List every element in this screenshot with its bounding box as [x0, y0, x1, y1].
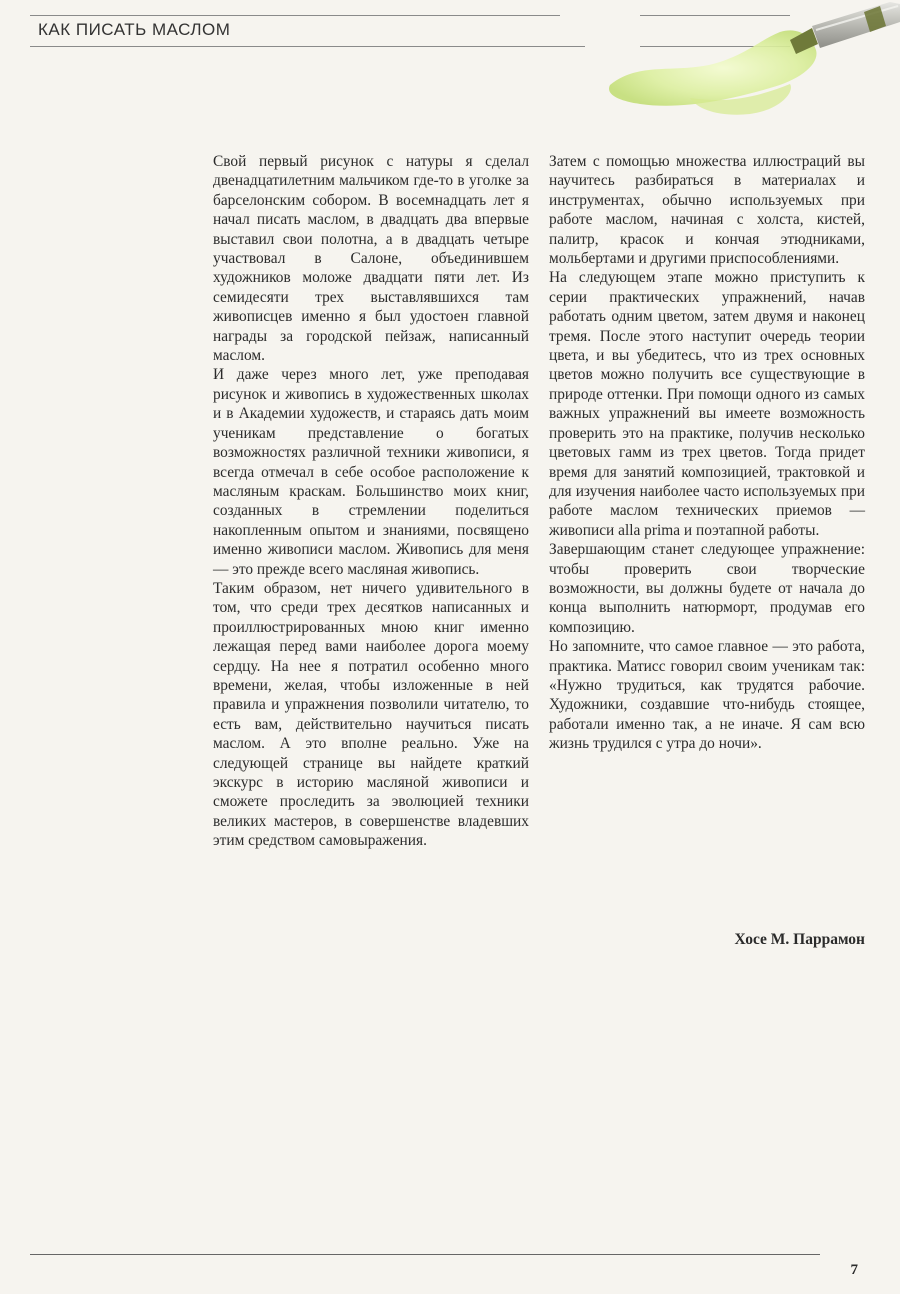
paint-tube-icon — [580, 0, 900, 120]
paragraph: И даже через много лет, уже преподавая рисунок и живопись в художественных школах и в Академии художеств, и стараясь дать моим ученикам представление о богатых возможностях различной техники живописи, я всегда отмечал в себе особое расположение к масляным краскам. Большинство моих книг, созданных в стремлении поделиться накопленным опытом и знаниями, посвящено именно живописи маслом. Живопись для меня — это прежде всего масляная живопись. — [213, 366, 529, 578]
author-signature: Хосе М. Паррамон — [734, 931, 865, 948]
paragraph: Завершающим станет следующее упражнение: чтобы проверить свои творческие возможности, вы должны будете от начала до конца выполнить натюрморт, продумав его композицию. — [549, 541, 865, 636]
right-text-column — [549, 152, 865, 754]
running-title: КАК ПИСАТЬ МАСЛОМ — [38, 20, 231, 39]
paragraph: Таким образом, нет ничего удивительного в том, что среди трех десятков написанных и проиллюстрированных мною книг именно лежащая перед вами наиболее дорога моему сердцу. На нее я потратил особенно много времени, желая, чтобы изложенные в ней правила и упражнения позволили читателю, то есть вам, действительно научиться писать маслом. А это вполне реально. Уже на следующей странице вы найдете краткий экскурс в историю масляной живописи и сможете проследить за эволюцией техники великих мастеров, в совершенстве владевших этим средством самовыражения. — [213, 579, 529, 850]
paragraph: На следующем этапе можно приступить к серии практических упражнений, начав работать одним цветом, затем двумя и наконец тремя. После этого наступит очередь теории цвета, и вы убедитесь, что из трех основных цветов можно получить все существующие в природе оттенки. При помощи одного из самых важных упражнений вы имеете возможность проверить это на практике, получив несколько цветовых гамм из трех цветов. Тогда придет время для занятий композицией, трактовкой и для изучения наиболее часто используемых при работе маслом технических приемов — живописи alla prima и поэтапной работы. — [549, 269, 865, 539]
top-rule-upper — [30, 15, 560, 16]
left-text-column — [213, 152, 529, 851]
paragraph: Затем с помощью множества иллюстраций вы научитесь разбираться в материалах и инструментах, обычно используемых при работе маслом, начиная с холста, кистей, палитр, красок и кончая этюдниками, мольбертами и другими приспособлениями. — [549, 153, 865, 268]
paragraph: Свой первый рисунок с натуры я сделал двенадцатилетним мальчиком где-то в уголке за барселонским собором. В восемнадцать лет я начал писать маслом, в двадцать два впервые выставил свои полотна, а в двадцать четыре участвовал в Салоне, объединившем художников моложе двадцати пяти лет. Из семидесяти трех выставлявшихся там живописцев именно я был удостоен главной награды за городской пейзаж, написанный маслом. — [213, 153, 529, 365]
page-number: 7 — [850, 1262, 858, 1278]
bottom-rule — [30, 1254, 820, 1255]
top-rule-lower — [30, 46, 585, 47]
paragraph: Но запомните, что самое главное — это работа, практика. Матисс говорил своим ученикам так: «Нужно трудиться, как трудятся рабочие. Художники, создавшие что-нибудь стоящее, работали именно так, а не иначе. Я сам всю жизнь трудился с утра до ночи». — [549, 638, 865, 753]
